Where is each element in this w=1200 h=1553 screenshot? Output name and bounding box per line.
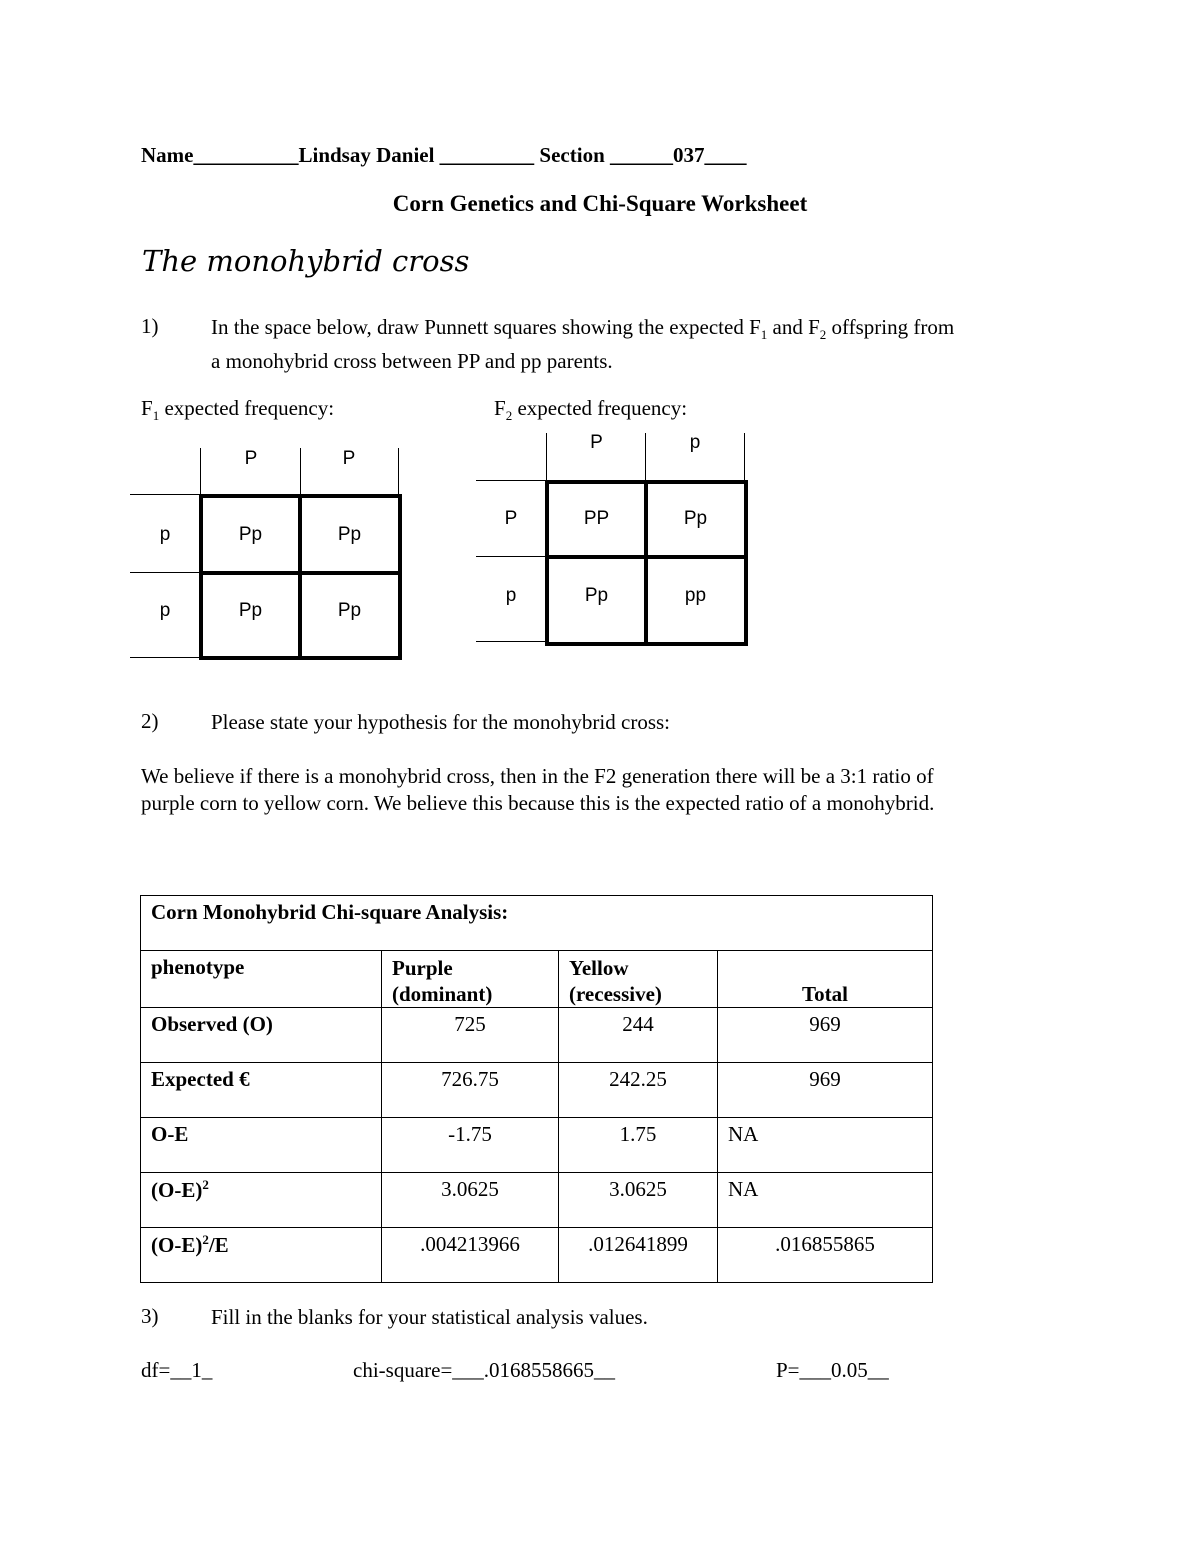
table-row bbox=[141, 1118, 933, 1173]
f1-side-allele-2: p bbox=[159, 600, 171, 621]
chi-square-table bbox=[140, 895, 933, 1283]
cell-total: .016855865 bbox=[718, 1228, 933, 1283]
f2-cell: Pp bbox=[683, 508, 708, 529]
cell-total: NA bbox=[718, 1173, 933, 1228]
f2-label: $F_2$ expected frequency: bbox=[494, 396, 688, 424]
cell-purple: 3.0625 bbox=[382, 1173, 559, 1228]
row-label: Observed (O) bbox=[141, 1008, 382, 1063]
cell-purple: .004213966 bbox=[382, 1228, 559, 1283]
table-title: Corn Monohybrid Chi-square Analysis: bbox=[141, 896, 933, 951]
chi-square-value: chi-square=___.0168558665__ bbox=[353, 1358, 616, 1382]
cell-yellow: .012641899 bbox=[559, 1228, 718, 1283]
cell-purple: 725 bbox=[382, 1008, 559, 1063]
name-section-line: Name__________Lindsay Daniel _________ Section ______037____ bbox=[141, 143, 747, 167]
question-2-number: 2) bbox=[141, 709, 159, 733]
table-row bbox=[141, 1008, 933, 1063]
cell-yellow: 244 bbox=[559, 1008, 718, 1063]
question-1-number: 1) bbox=[141, 314, 159, 338]
header-phenotype: phenotype bbox=[141, 951, 382, 1008]
table-row bbox=[141, 1173, 933, 1228]
header-yellow: Yellow (recessive) bbox=[559, 951, 718, 1008]
f2-side-allele-1: P bbox=[504, 508, 518, 529]
f2-top-allele-2: p bbox=[689, 432, 701, 453]
f2-cell: pp bbox=[684, 585, 707, 606]
cell-total: NA bbox=[718, 1118, 933, 1173]
df-value: df=__1_ bbox=[141, 1358, 213, 1382]
table-row bbox=[141, 1063, 933, 1118]
f1-cell: Pp bbox=[238, 524, 263, 545]
row-label: $(O-E)^2$ bbox=[141, 1173, 382, 1228]
table-row bbox=[141, 1228, 933, 1283]
header-total: Total bbox=[718, 951, 933, 1008]
row-label: Expected € bbox=[141, 1063, 382, 1118]
cell-purple: 726.75 bbox=[382, 1063, 559, 1118]
f1-cell: Pp bbox=[238, 600, 263, 621]
cell-purple: -1.75 bbox=[382, 1118, 559, 1173]
f1-top-allele-2: P bbox=[342, 448, 356, 469]
question-2-text: Please state your hypothesis for the monohybrid cross: bbox=[211, 710, 671, 734]
hypothesis-answer: We believe if there is a monohybrid cross, then in the F2 generation there will be a 3:1 ratio of purple corn to yellow corn. We believe this because this is the expected ratio of a monohybrid. bbox=[141, 764, 935, 815]
f1-label: $F_1$ expected frequency: bbox=[141, 396, 335, 424]
row-label: $(O-E)^2/E$ bbox=[141, 1228, 382, 1283]
cell-total: 969 bbox=[718, 1063, 933, 1118]
f2-cell: Pp bbox=[584, 585, 609, 606]
cell-yellow: 3.0625 bbox=[559, 1173, 718, 1228]
page-title: Corn Genetics and Chi-Square Worksheet bbox=[392, 191, 808, 216]
cell-yellow: 242.25 bbox=[559, 1063, 718, 1118]
f1-top-allele-1: P bbox=[244, 448, 258, 469]
row-label: O-E bbox=[141, 1118, 382, 1173]
f1-side-allele-1: p bbox=[159, 524, 171, 545]
f1-cell: Pp bbox=[337, 524, 362, 545]
cell-yellow: 1.75 bbox=[559, 1118, 718, 1173]
f2-top-allele-1: P bbox=[590, 432, 603, 453]
f2-cell: PP bbox=[583, 508, 610, 529]
cell-total: 969 bbox=[718, 1008, 933, 1063]
f2-side-allele-2: p bbox=[505, 585, 517, 606]
p-value: P=___0.05__ bbox=[776, 1358, 889, 1382]
question-1-text: In the space below, draw Punnett squares showing the expected $F_1$ and $F_2$ offspring from a monohybrid cross between PP and pp parents. bbox=[211, 315, 955, 374]
f1-cell: Pp bbox=[337, 600, 362, 621]
question-3-text: Fill in the blanks for your statistical analysis values. bbox=[211, 1305, 648, 1329]
question-3-number: 3) bbox=[141, 1304, 159, 1328]
header-purple: Purple (dominant) bbox=[382, 951, 559, 1008]
section-heading: The monohybrid cross bbox=[142, 244, 470, 278]
